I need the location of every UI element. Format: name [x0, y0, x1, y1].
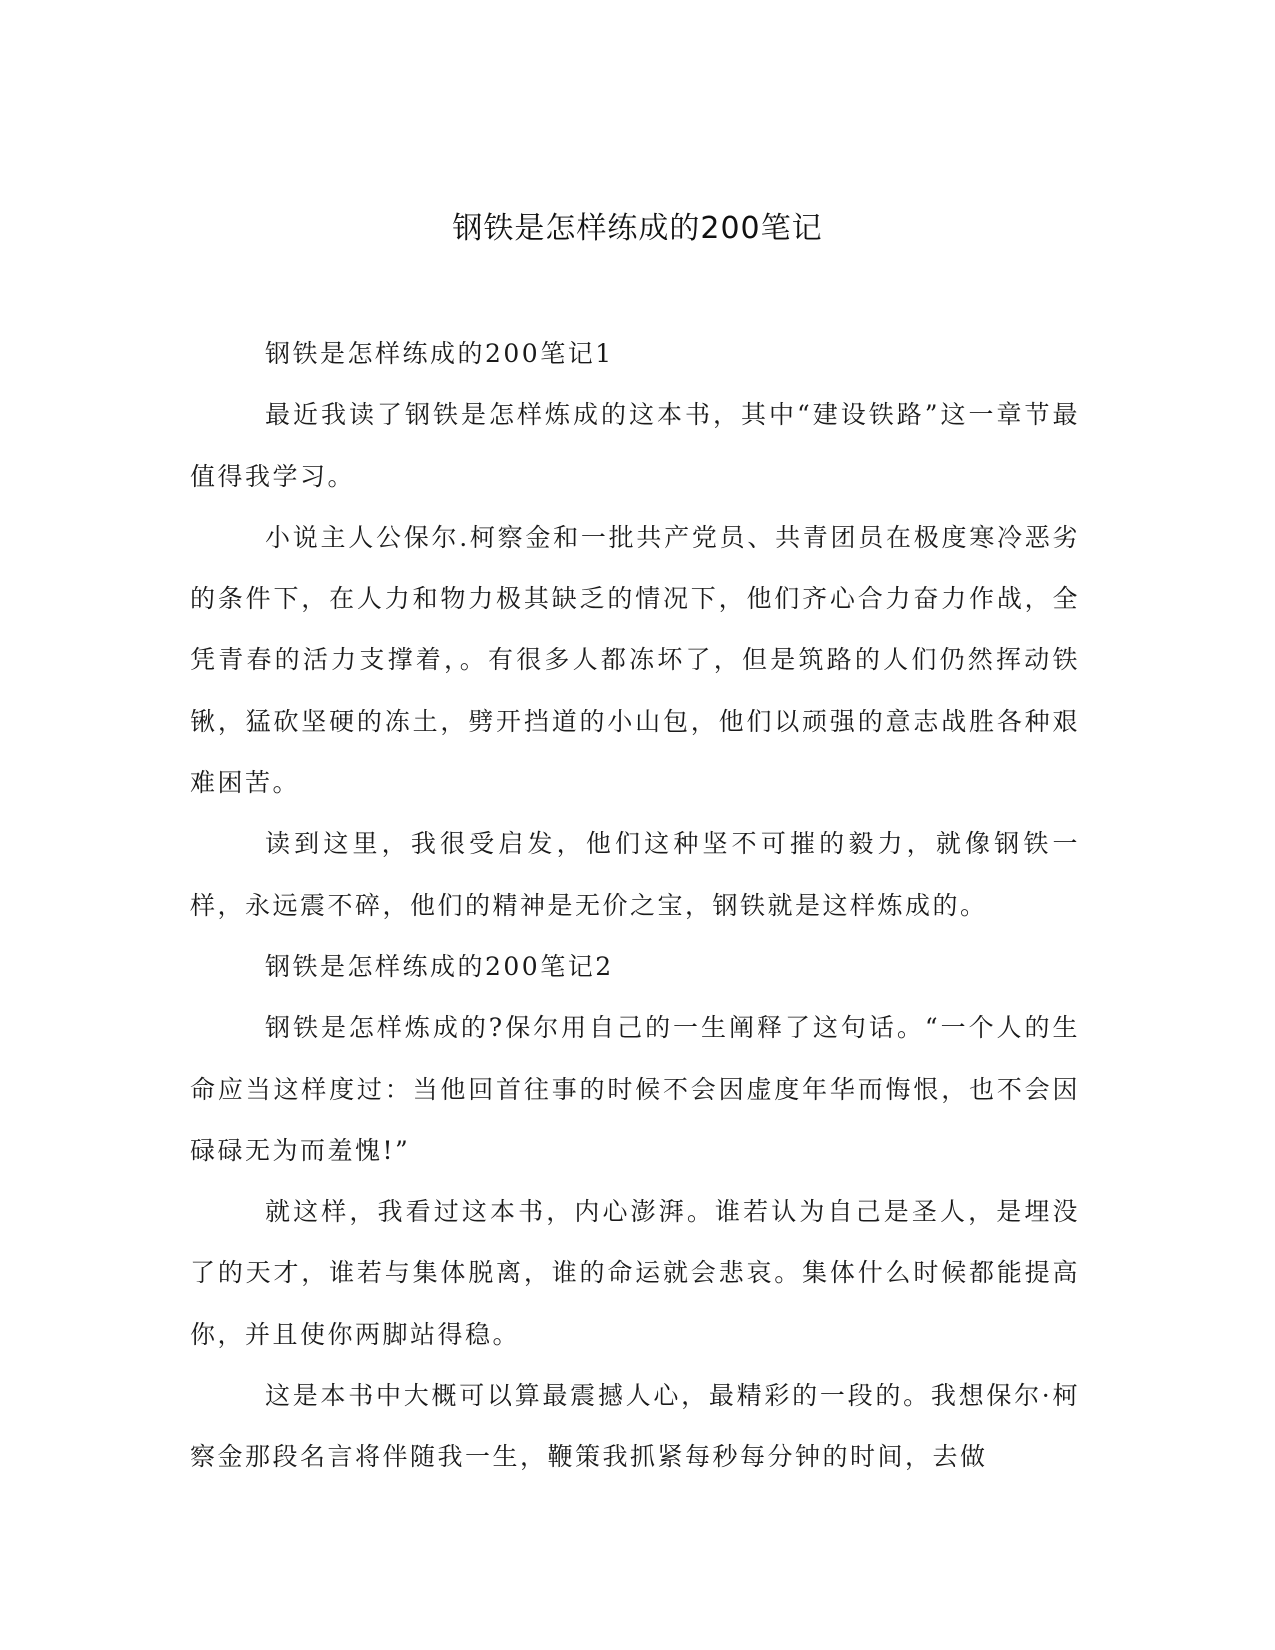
section-heading-2: 钢铁是怎样练成的200笔记2 — [265, 951, 614, 981]
paragraph: 小说主人公保尔.柯察金和一批共产党员、共青团员在极度寒冷恶劣的条件下，在人力和物力极其缺乏的情况下，他们齐心合力奋力作战，全凭青春的活力支撑着，。有很多人都冻坏了，但是筑路的人们仍然挥动铁锹，猛砍坚硬的冻土，劈开挡道的小山包，他们以顽强的意志战胜各种艰难困苦。 — [190, 522, 1080, 798]
paragraph: 就这样，我看过这本书，内心澎湃。谁若认为自己是圣人，是埋没了的天才，谁若与集体脱离，谁的命运就会悲哀。集体什么时候都能提高你，并且使你两脚站得稳。 — [190, 1197, 1080, 1349]
document-title: 钢铁是怎样练成的200笔记 — [452, 211, 823, 246]
paragraph: 读到这里，我很受启发，他们这种坚不可摧的毅力，就像钢铁一样，永远震不碎，他们的精神是无价之宝，钢铁就是这样炼成的。 — [190, 829, 1080, 920]
paragraph: 钢铁是怎样炼成的?保尔用自己的一生阐释了这句话。“一个人的生命应当这样度过：当他回首往事的时候不会因虚度年华而悔恨，也不会因碌碌无为而羞愧!” — [190, 1013, 1080, 1165]
paragraph: 最近我读了钢铁是怎样炼成的这本书，其中“建设铁路”这一章节最值得我学习。 — [190, 400, 1080, 491]
section-heading-1: 钢铁是怎样练成的200笔记1 — [265, 339, 614, 368]
document-body — [190, 323, 1080, 1488]
paragraph: 这是本书中大概可以算最震撼人心，最精彩的一段的。我想保尔·柯察金那段名言将伴随我一生，鞭策我抓紧每秒每分钟的时间，去做 — [190, 1381, 1080, 1472]
